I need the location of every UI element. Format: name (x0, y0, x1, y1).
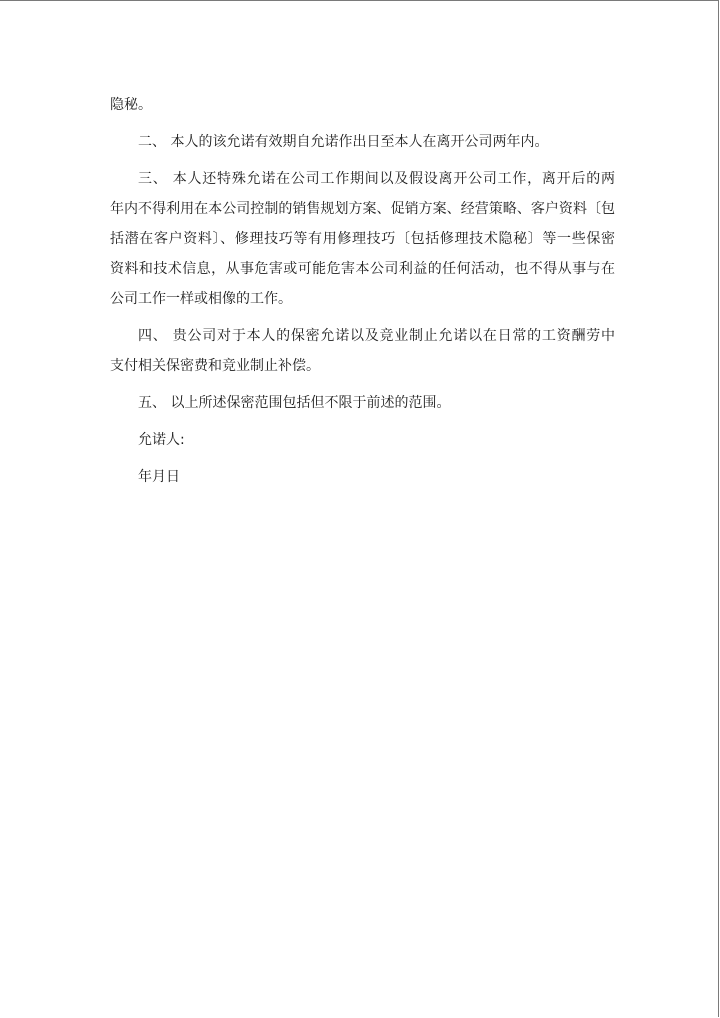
clause-3-line-5: 公司工作一样或相像的工作。 (110, 291, 292, 307)
clause-4-line-1: 四、 贵公司对于本人的保密允诺以及竞业制止允诺以在日常的工资酬劳中 (138, 328, 615, 344)
date-label: 年月日 (138, 469, 180, 485)
document-body (110, 90, 615, 492)
clause-3-line-4: 资料和技术信息，从事危害或可能危害本公司利益的任何活动，也不得从事与在 (110, 261, 615, 277)
clause-4-line-2: 支付相关保密费和竞业制止补偿。 (110, 358, 320, 374)
clause-3-line-3: 括潜在客户资料〕、修理技巧等有用修理技巧〔包括修理技术隐秘〕等一些保密 (110, 231, 615, 247)
clause-3-line-2: 年内不得利用在本公司控制的销售规划方案、促销方案、经营策略、客户资料〔包 (110, 201, 615, 217)
clause-3-line-1: 三、 本人还特殊允诺在公司工作期间以及假设离开公司工作，离开后的两 (138, 171, 615, 187)
clause-2: 二、 本人的该允诺有效期自允诺作出日至本人在离开公司两年内。 (138, 134, 549, 150)
clause-5: 五、 以上所述保密范围包括但不限于前述的范围。 (138, 395, 451, 411)
clause-4 (110, 321, 615, 381)
signatory-label: 允诺人: (138, 432, 185, 448)
paragraph-1-continuation: 隐秘。 (110, 97, 152, 113)
clause-3 (110, 164, 615, 314)
